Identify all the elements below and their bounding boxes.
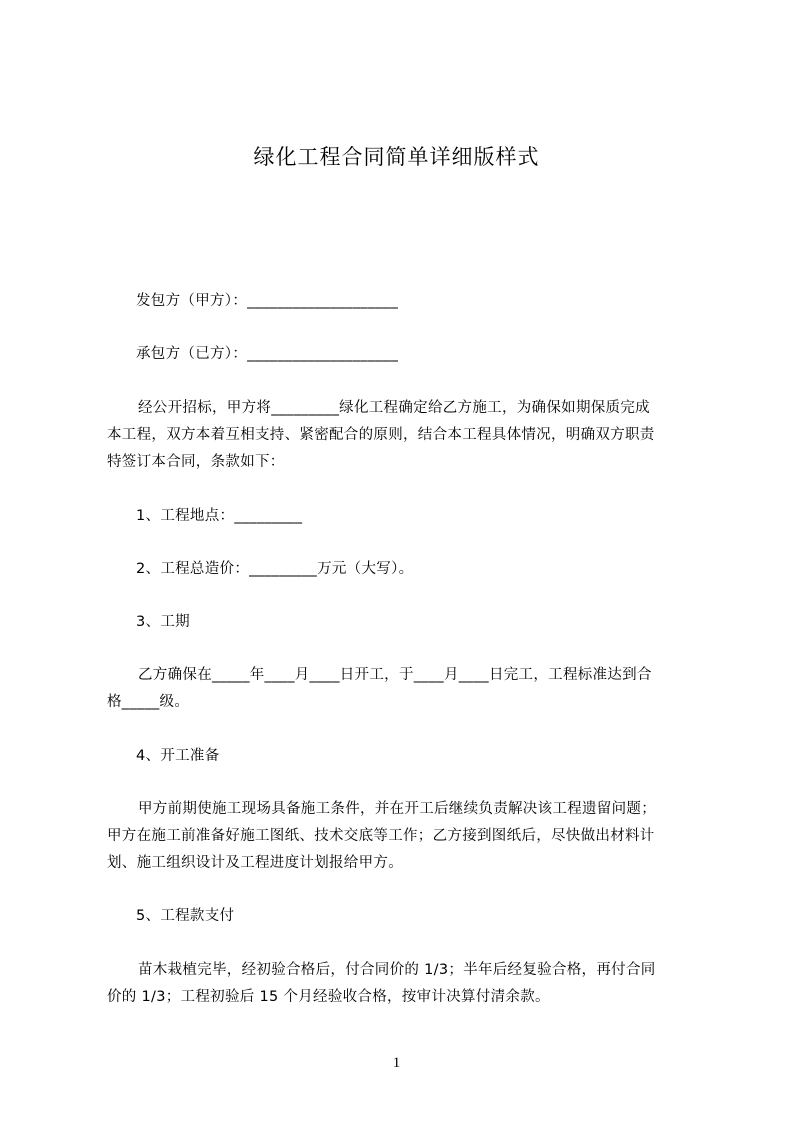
- clause-1-location: 1、工程地点：_________: [136, 508, 303, 524]
- intro-line-1: 经公开招标，甲方将_________绿化工程确定给乙方施工，为确保如期保质完成: [138, 400, 650, 416]
- clause-4-heading: 4、开工准备: [136, 748, 220, 764]
- clause-5-body-line-2: 价的 1/3；工程初验后 15 个月经验收合格，按审计决算付清余款。: [107, 989, 550, 1005]
- clause-3-heading: 3、工期: [136, 614, 190, 630]
- intro-line-3: 特签订本合同，条款如下：: [107, 454, 285, 470]
- clause-3-body-line-2: 格_____级。: [107, 694, 190, 710]
- clause-5-body-line-1: 苗木栽植完毕，经初验合格后，付合同价的 1/3；半年后经复验合格，再付合同: [138, 962, 656, 978]
- clause-2-total-cost: 2、工程总造价：_________万元（大写）。: [136, 561, 414, 577]
- clause-5-heading: 5、工程款支付: [136, 908, 235, 924]
- party-b-line: 承包方（已方）：____________________: [136, 346, 399, 362]
- clause-4-body-line-1: 甲方前期使施工现场具备施工条件，并在开工后继续负责解决该工程遗留问题；: [138, 801, 656, 817]
- clause-4-body-line-2: 甲方在施工前准备好施工图纸、技术交底等工作；乙方接到图纸后，尽快做出材料计: [107, 828, 655, 844]
- clause-4-body-line-3: 划、施工组织设计及工程进度计划报给甲方。: [107, 855, 403, 871]
- page-number: 1: [392, 1055, 401, 1071]
- clause-3-body-line-1: 乙方确保在_____年____月____日开工，于____月____日完工，工程标准达到合: [138, 667, 652, 683]
- document-title: 绿化工程合同简单详细版样式: [253, 145, 540, 169]
- party-a-line: 发包方（甲方）：____________________: [136, 293, 399, 309]
- intro-line-2: 本工程，双方本着互相支持、紧密配合的原则，结合本工程具体情况，明确双方职责: [107, 427, 655, 443]
